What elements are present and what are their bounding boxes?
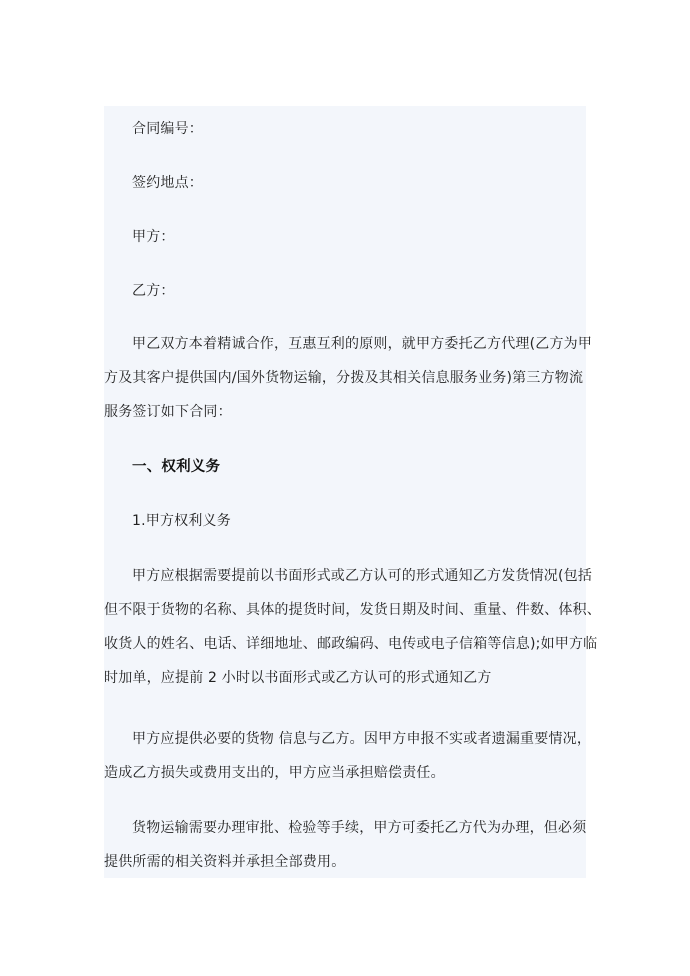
paragraph1-line-1: 甲方应根据需要提前以书面形式或乙方认可的形式通知乙方发货情况(包括 <box>132 568 593 584</box>
paragraph1-line-2: 但不限于货物的名称、具体的提货时间，发货日期及时间、重量、件数、体积、 <box>104 602 601 618</box>
paragraph3-line-1: 货物运输需要办理审批、检验等手续，甲方可委托乙方代为办理，但必须 <box>132 820 587 836</box>
party-b-label: 乙方： <box>132 283 175 299</box>
paragraph1-line-4: 时加单，应提前 2 小时以书面形式或乙方认可的形式通知乙方 <box>104 670 492 686</box>
contract-number-label: 合同编号： <box>132 121 203 137</box>
intro-line-2: 方及其客户提供国内/国外货物运输，分拨及其相关信息服务业务)第三方物流 <box>104 370 584 386</box>
section-title: 一、权利义务 <box>132 459 221 475</box>
subsection-title: 1.甲方权利义务 <box>132 513 231 529</box>
intro-line-3: 服务签订如下合同： <box>104 404 232 420</box>
party-a-label: 甲方： <box>132 229 175 245</box>
paragraph3-line-2: 提供所需的相关资料并承担全部费用。 <box>104 854 346 870</box>
intro-line-1: 甲乙双方本着精诚合作，互惠互利的原则，就甲方委托乙方代理(乙方为甲 <box>132 336 593 352</box>
signing-location-label: 签约地点： <box>132 175 203 191</box>
document-page <box>104 106 601 878</box>
paragraph2-line-1: 甲方应提供必要的货物 信息与乙方。因甲方申报不实或者遗漏重要情况， <box>132 731 592 747</box>
paragraph2-line-2: 造成乙方损失或费用支出的，甲方应当承担赔偿责任。 <box>104 765 445 781</box>
paragraph1-line-3: 收货人的姓名、电话、详细地址、邮政编码、电传或电子信箱等信息);如甲方临 <box>104 636 598 652</box>
